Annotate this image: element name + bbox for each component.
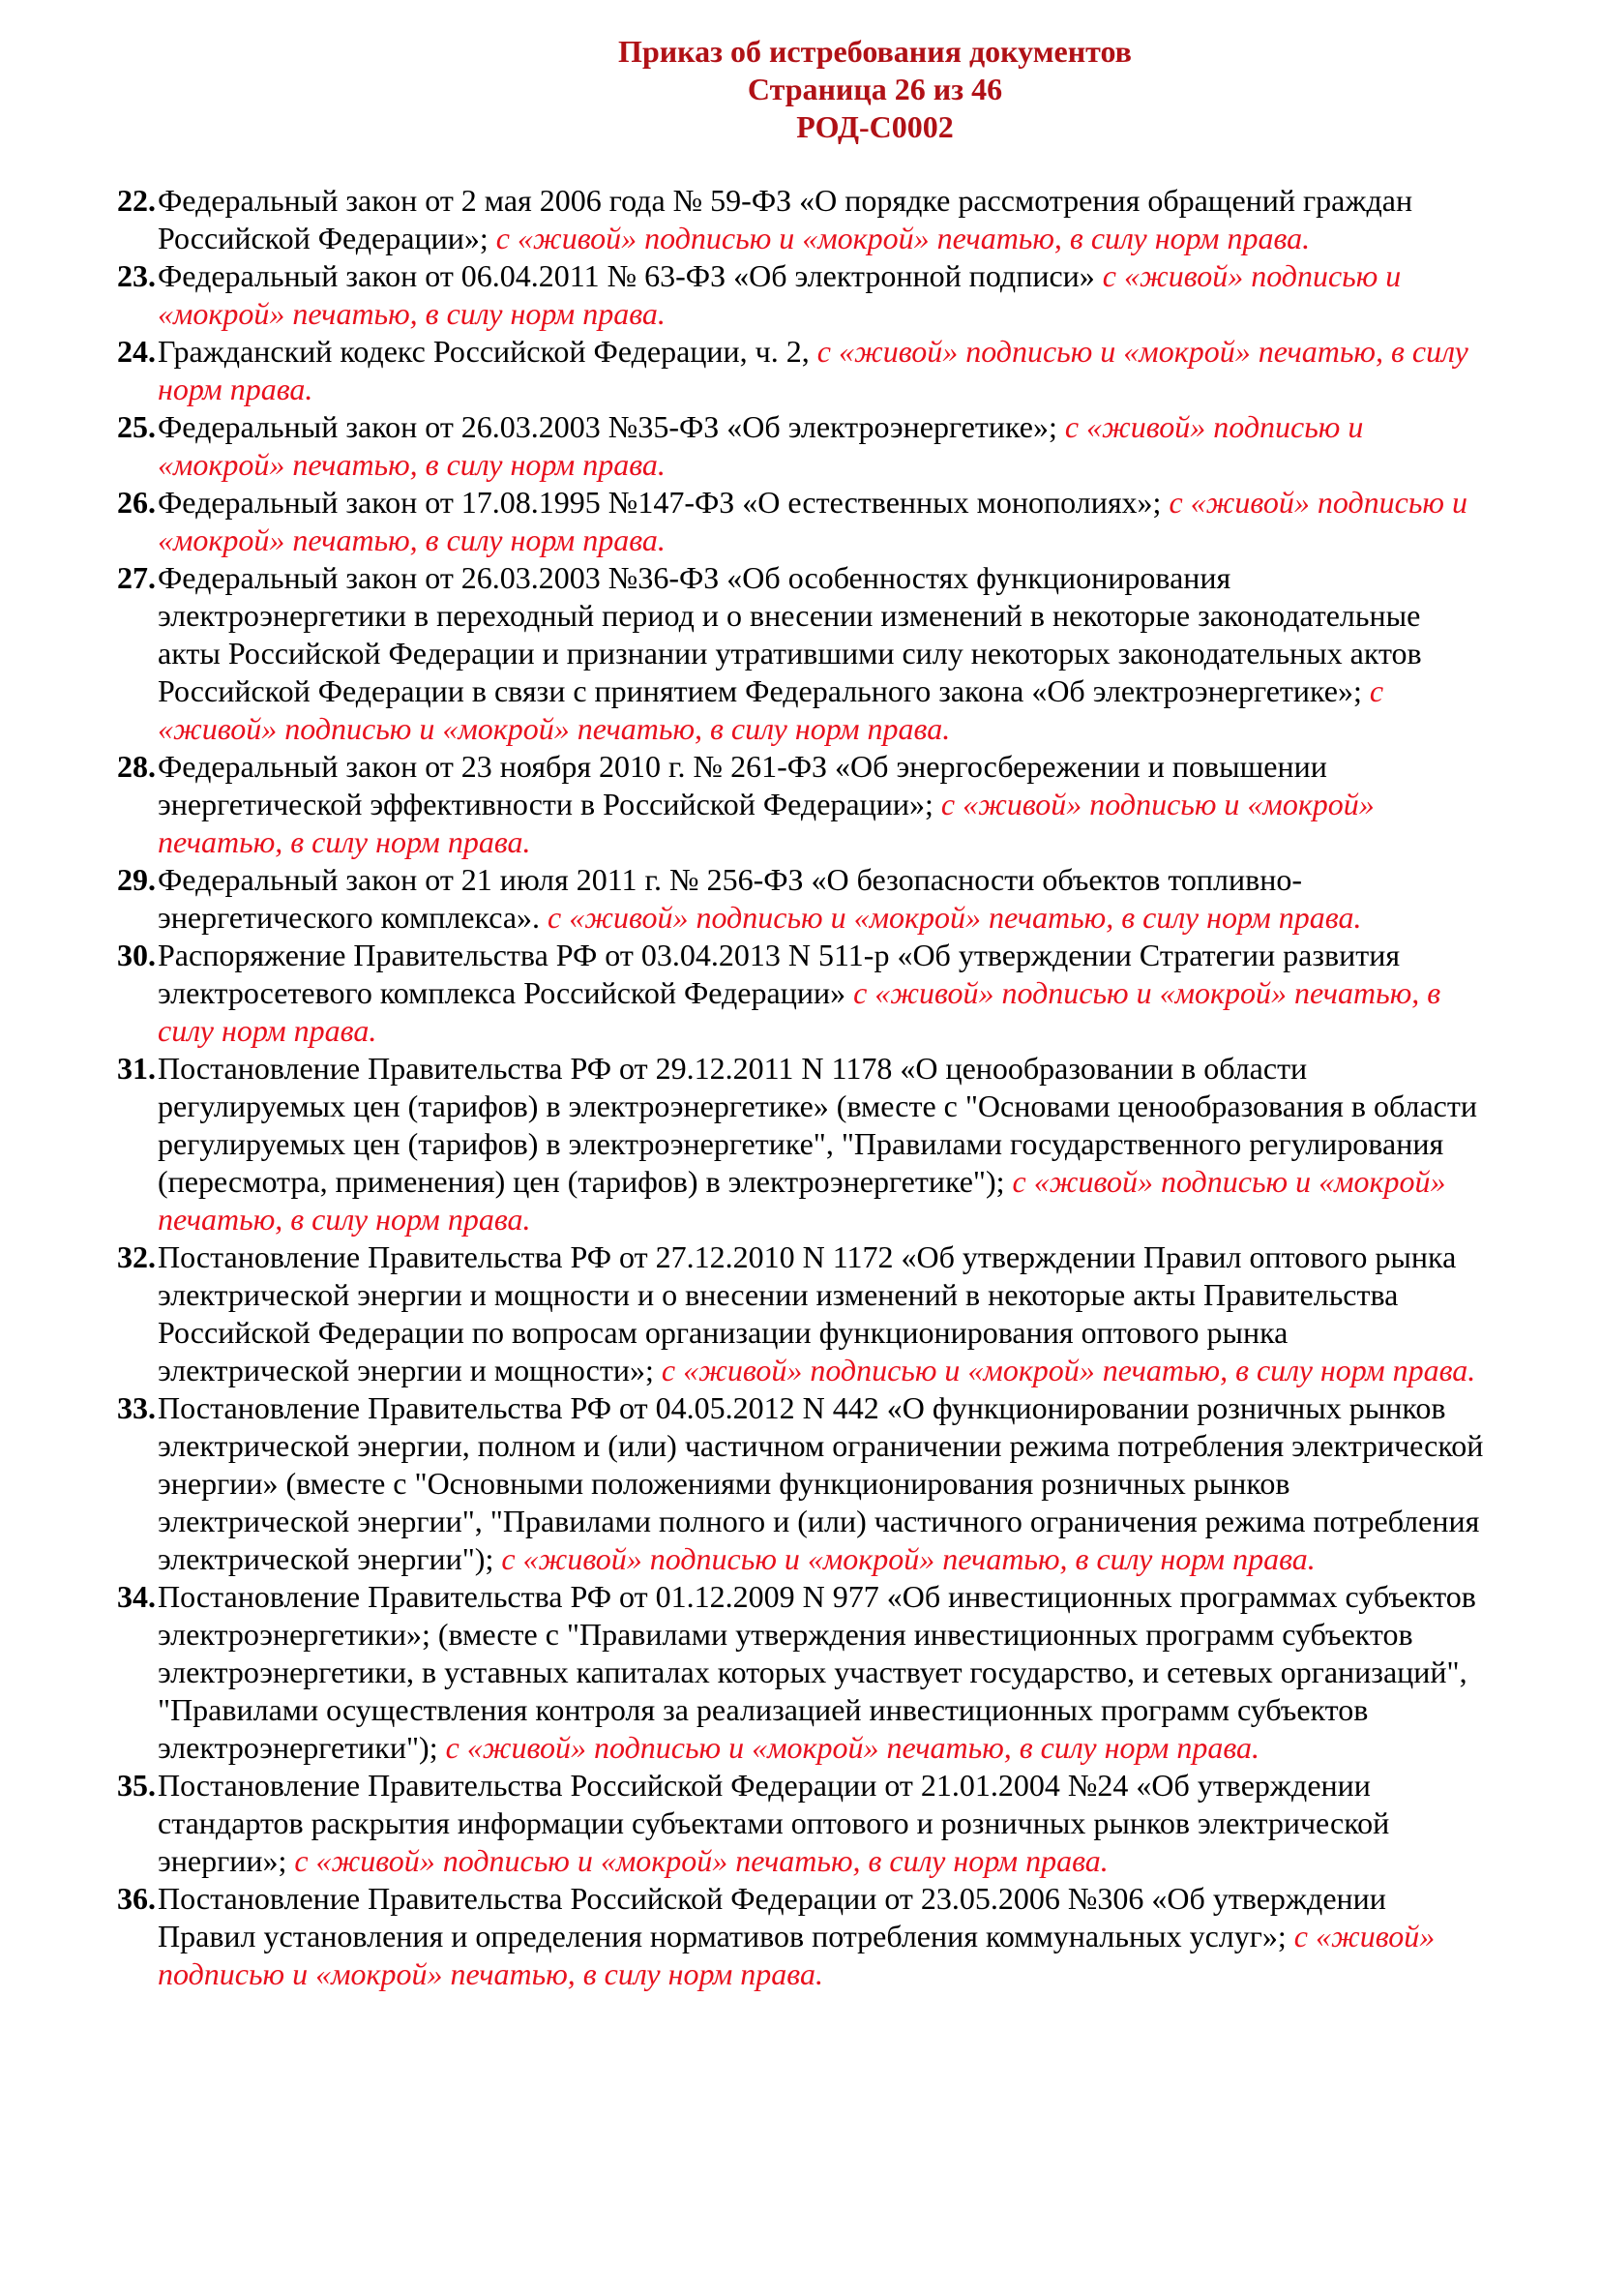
law-text: Гражданский кодекс Российской Федерации, ч. 2, [158,334,810,369]
note-text: с «живой» подписью и «мокрой» печатью, в силу норм права. [158,409,1364,482]
list-item [117,748,1485,861]
list-item [117,1389,1485,1578]
law-text: Постановление Правительства Российской Федерации от 21.01.2004 №24 «Об утверждении стандартов раскрытия информации субъектами оптового и розничных рынков электрической энергии»; [158,1768,1390,1878]
list-item [117,182,1485,257]
note-text: с «живой» подписью и «мокрой» печатью, в силу норм права. [158,1919,1436,1991]
note-text: с «живой» подписью и «мокрой» печатью, в силу норм права. [158,673,1384,746]
list-item [117,1880,1485,1993]
item-number: 34. [117,1579,156,1614]
list-item [117,257,1485,333]
law-text: Постановление Правительства Российской Федерации от 23.05.2006 №306 «Об утверждении Правил установления и определения нормативов потребления коммунальных услуг»; [158,1881,1386,1953]
item-number: 32. [117,1239,156,1274]
law-text: Постановление Правительства РФ от 29.12.2011 N 1178 «О ценообразовании в области регулируемых цен (тарифов) в электроэнергетике» (вместе с "Основами ценообразования в области регулируемых цен (тарифов) в электроэнергетике", "Правилами государственного регулирования (пересмотра, применения) цен (тарифов) в электроэнергетике"); [158,1051,1477,1199]
item-number: 29. [117,862,156,897]
note-text: с «живой» подписью и «мокрой» печатью, в силу норм права. [158,334,1468,406]
note-text: с «живой» подписью и «мокрой» печатью, в силу норм права. [158,787,1375,859]
doc-code: РОД-С0002 [796,109,954,144]
note-text: с «живой» подписью и «мокрой» печатью, в силу норм права. [158,258,1402,331]
legal-references-list [117,182,1485,1993]
item-number: 23. [117,258,156,293]
list-item [117,559,1485,748]
note-text: с «живой» подписью и «мокрой» печатью, в силу норм права. [294,1843,1109,1878]
law-text: Федеральный закон от 06.04.2011 № 63-ФЗ «Об электронной подписи» [158,258,1095,293]
item-number: 28. [117,749,156,784]
note-text: с «живой» подписью и «мокрой» печатью, в силу норм права. [158,485,1467,557]
note-text: с «живой» подписью и «мокрой» печатью, в силу норм права. [158,975,1441,1048]
law-text: Постановление Правительства РФ от 01.12.2009 N 977 «Об инвестиционных программах субъектов электроэнергетики»; (вместе с "Правилами утверждения инвестиционных программ субъектов электроэнергетики, в уставных капиталах которых участвует государство, и сетевых организаций", "Правилами осуществления контроля за реализацией инвестиционных программ субъектов электроэнергетики"); [158,1579,1476,1765]
list-item [117,408,1485,484]
law-text: Постановление Правительства РФ от 27.12.2010 N 1172 «Об утверждении Правил оптового рынка электрической энергии и мощности и о внесении изменений в некоторые акты Правительства Российской Федерации по вопросам организации функционирования оптового рынка электрической энергии и мощности»; [158,1239,1457,1387]
note-text: с «живой» подписью и «мокрой» печатью, в силу норм права. [548,900,1362,935]
page-number: Страница 26 из 46 [747,72,1003,106]
law-text: Федеральный закон от 21 июля 2011 г. № 256-ФЗ «О безопасности объектов топливно-энергетического комплекса». [158,862,1303,935]
item-number: 30. [117,938,156,972]
note-text: с «живой» подписью и «мокрой» печатью, в силу норм права. [661,1353,1476,1387]
item-number: 36. [117,1881,156,1916]
document-page [0,33,1600,2296]
law-text: Федеральный закон от 23 ноября 2010 г. № 261-ФЗ «Об энергосбережении и повышении энергетической эффективности в Российской Федерации»; [158,749,1327,821]
note-text: с «живой» подписью и «мокрой» печатью, в силу норм права. [445,1730,1259,1765]
law-text: Постановление Правительства РФ от 04.05.2012 N 442 «О функционировании розничных рынков электрической энергии, полном и (или) частичном ограничении режима потребления электрической энергии» (вместе с "Основными положениями функционирования розничных рынков электрической энергии", "Правилами полного и (или) частичного ограничения режима потребления электрической энергии"); [158,1390,1484,1576]
item-number: 22. [117,183,156,218]
item-number: 35. [117,1768,156,1803]
law-text: Федеральный закон от 26.03.2003 №36-ФЗ «Об особенностях функционирования электроэнергетики в переходный период и о внесении изменений в некоторые законодательные акты Российской Федерации и признании утратившими силу некоторых законодательных актов Российской Федерации в связи с принятием Федерального закона «Об электроэнергетике»; [158,560,1422,708]
note-text: с «живой» подписью и «мокрой» печатью, в силу норм права. [495,221,1311,255]
law-text: Федеральный закон от 2 мая 2006 года № 59-ФЗ «О порядке рассмотрения обращений граждан Российской Федерации»; [158,183,1413,255]
note-text: с «живой» подписью и «мокрой» печатью, в силу норм права. [501,1541,1316,1576]
list-item [117,937,1485,1050]
law-text: Федеральный закон от 17.08.1995 №147-ФЗ «О естественных монополиях»; [158,485,1162,520]
page-title: Приказ об истребования документов [618,34,1132,69]
item-number: 24. [117,334,156,369]
list-item [117,1767,1485,1880]
list-item [117,861,1485,937]
list-item [117,484,1485,559]
item-number: 31. [117,1051,156,1086]
list-item [117,333,1485,408]
item-number: 33. [117,1390,156,1425]
item-number: 26. [117,485,156,520]
item-number: 27. [117,560,156,595]
item-number: 25. [117,409,156,444]
law-text: Распоряжение Правительства РФ от 03.04.2013 N 511-р «Об утверждении Стратегии развития электросетевого комплекса Российской Федерации» [158,938,1401,1010]
note-text: с «живой» подписью и «мокрой» печатью, в силу норм права. [158,1164,1446,1237]
document-header [242,33,1508,146]
list-item [117,1050,1485,1238]
law-text: Федеральный закон от 26.03.2003 №35-ФЗ «Об электроэнергетике»; [158,409,1057,444]
list-item [117,1578,1485,1767]
list-item [117,1238,1485,1389]
